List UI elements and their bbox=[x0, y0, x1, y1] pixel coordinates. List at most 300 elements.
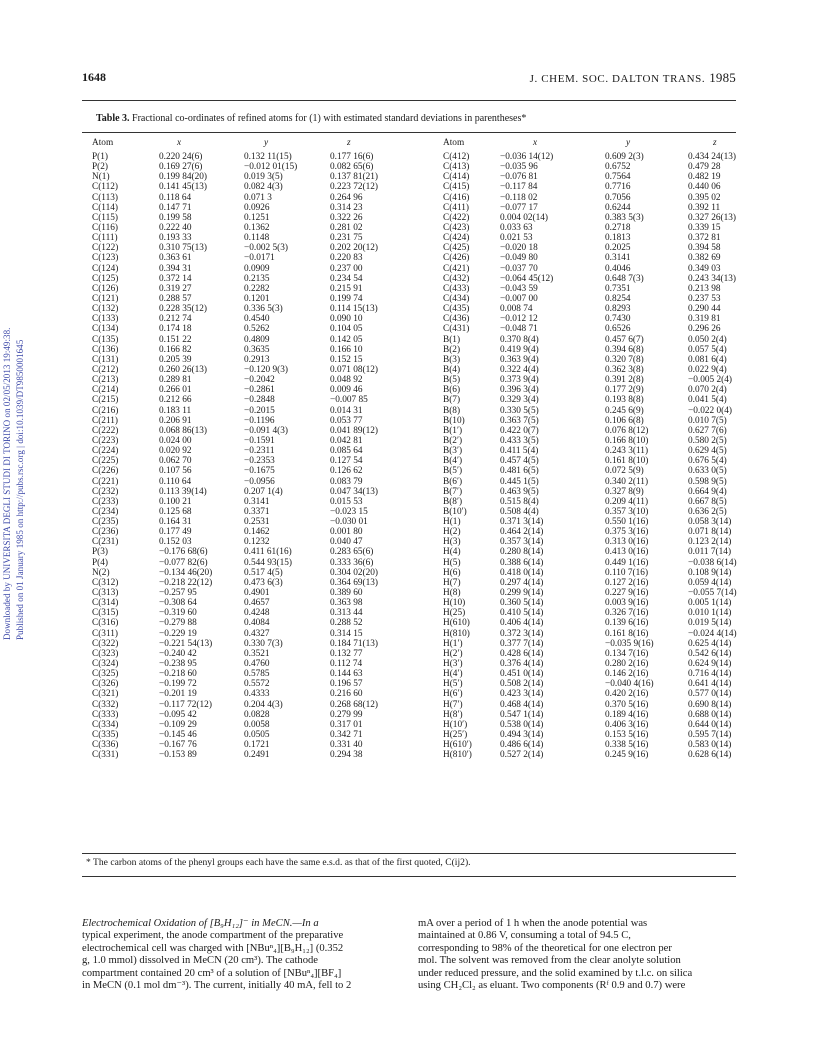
cell-z: 0.048 92 bbox=[330, 375, 363, 386]
publication-note: Published on 01 January 1985 on http://pubs.rsc.org | doi:10.1039/DT9850001645 bbox=[15, 339, 25, 640]
cell-x: 0.370 8(4) bbox=[500, 334, 539, 345]
cell-x: 0.481 6(5) bbox=[500, 466, 539, 477]
cell-z: 0.005 1(14) bbox=[688, 598, 732, 609]
cell-y: −0.2015 bbox=[244, 405, 275, 416]
cell-atom: C(112) bbox=[92, 182, 118, 193]
cell-x: 0.372 3(14) bbox=[500, 628, 544, 639]
cell-z: 0.364 69(13) bbox=[330, 577, 379, 588]
cell-atom: B(6′) bbox=[443, 476, 463, 487]
cell-x: −0.076 81 bbox=[500, 172, 538, 183]
cell-z: 0.040 47 bbox=[330, 537, 363, 548]
cell-y: 0.127 2(16) bbox=[605, 577, 649, 588]
body-text-line: Electrochemical Oxidation of [B₉H₁₂]⁻ in MeCN.—In a bbox=[82, 918, 319, 929]
cell-z: 0.690 8(14) bbox=[688, 699, 732, 710]
cell-x: −0.308 64 bbox=[159, 598, 197, 609]
cell-atom: C(423) bbox=[443, 222, 470, 233]
cell-x: 0.141 45(13) bbox=[159, 182, 208, 193]
cell-atom: C(122) bbox=[92, 243, 119, 254]
cell-x: 0.423 3(14) bbox=[500, 689, 544, 700]
cell-atom: C(113) bbox=[92, 192, 118, 203]
cell-y: 0.1462 bbox=[244, 527, 270, 538]
cell-y: 0.072 5(9) bbox=[605, 466, 644, 477]
cell-z: 0.231 75 bbox=[330, 233, 363, 244]
cell-y: 0.0828 bbox=[244, 709, 270, 720]
cell-x: 0.468 4(14) bbox=[500, 699, 544, 710]
cell-z: 0.395 02 bbox=[688, 192, 721, 203]
cell-z: 0.641 4(14) bbox=[688, 679, 732, 690]
cell-x: 0.206 91 bbox=[159, 415, 192, 426]
cell-z: 0.479 28 bbox=[688, 162, 721, 173]
cell-atom: C(124) bbox=[92, 263, 119, 274]
cell-atom: H(5′) bbox=[443, 679, 463, 690]
cell-y: 0.362 3(8) bbox=[605, 364, 644, 375]
cell-atom: B(10) bbox=[443, 415, 465, 426]
cell-z: 0.482 19 bbox=[688, 172, 721, 183]
cell-atom: C(214) bbox=[92, 385, 119, 396]
cell-atom: P(3) bbox=[92, 547, 109, 558]
cell-atom: C(312) bbox=[92, 577, 119, 588]
cell-z: 0.392 11 bbox=[688, 202, 721, 213]
cell-z: 0.009 46 bbox=[330, 385, 363, 396]
cell-x: 0.319 27 bbox=[159, 283, 192, 294]
cell-x: 0.377 7(14) bbox=[500, 638, 544, 649]
cell-y: 0.320 7(8) bbox=[605, 354, 644, 365]
column-header-z: z bbox=[347, 138, 351, 148]
cell-x: 0.419 9(4) bbox=[500, 344, 539, 355]
cell-y: −0.091 4(3) bbox=[244, 425, 288, 436]
cell-x: −0.218 60 bbox=[159, 669, 197, 680]
cell-atom: C(111) bbox=[92, 233, 118, 244]
cell-y: 0.1251 bbox=[244, 212, 270, 223]
cell-z: 0.676 5(4) bbox=[688, 456, 727, 467]
cell-x: 0.451 0(14) bbox=[500, 669, 544, 680]
cell-y: 0.227 9(16) bbox=[605, 588, 649, 599]
cell-y: 0.550 1(16) bbox=[605, 517, 649, 528]
cell-y: 0.4809 bbox=[244, 334, 270, 345]
cell-y: 0.5785 bbox=[244, 669, 270, 680]
cell-z: −0.022 0(4) bbox=[688, 405, 732, 416]
cell-y: 0.2491 bbox=[244, 750, 270, 761]
cell-x: 0.422 0(7) bbox=[500, 425, 539, 436]
cell-x: −0.043 59 bbox=[500, 283, 538, 294]
cell-x: −0.117 84 bbox=[500, 182, 538, 193]
cell-y: 0.0058 bbox=[244, 719, 270, 730]
cell-x: −0.257 95 bbox=[159, 588, 197, 599]
cell-z: 0.314 23 bbox=[330, 202, 363, 213]
body-text-line: g, 1.0 mmol) dissolved in MeCN (20 cm³). The cathode bbox=[82, 955, 319, 967]
cell-z: −0.055 7(14) bbox=[688, 588, 737, 599]
cell-atom: C(425) bbox=[443, 243, 470, 254]
cell-z: 0.057 5(4) bbox=[688, 344, 727, 355]
cell-z: 0.184 71(13) bbox=[330, 638, 379, 649]
cell-x: −0.048 71 bbox=[500, 324, 538, 335]
cell-atom: H(1′) bbox=[443, 638, 463, 649]
cell-z: 0.083 79 bbox=[330, 476, 363, 487]
cell-z: 0.137 81(21) bbox=[330, 172, 379, 183]
cell-y: 0.327 8(9) bbox=[605, 486, 644, 497]
body-text-line: under reduced pressure, and the solid examined by t.l.c. on silica bbox=[418, 967, 693, 979]
cell-x: 0.151 22 bbox=[159, 334, 192, 345]
cell-x: −0.020 18 bbox=[500, 243, 538, 254]
cell-y: 0.245 6(9) bbox=[605, 405, 644, 416]
body-text-line: mA over a period of 1 h when the anode potential was bbox=[418, 918, 648, 929]
cell-z: 0.213 98 bbox=[688, 283, 721, 294]
cell-y: 0.313 0(16) bbox=[605, 537, 649, 548]
cell-x: 0.152 03 bbox=[159, 537, 192, 548]
cell-z: −0.030 01 bbox=[330, 517, 368, 528]
cell-x: 0.310 75(13) bbox=[159, 243, 208, 254]
cell-z: 0.050 2(4) bbox=[688, 334, 727, 345]
body-text-line: mol. The solvent was removed from the clear anolyte solution bbox=[418, 955, 681, 967]
cell-z: 0.317 01 bbox=[330, 719, 363, 730]
cell-z: 0.202 20(12) bbox=[330, 243, 379, 254]
column-header-y: y bbox=[264, 138, 269, 148]
cell-y: 0.207 1(4) bbox=[244, 486, 283, 497]
cell-z: 0.166 10 bbox=[330, 344, 363, 355]
cell-x: −0.218 22(12) bbox=[159, 577, 213, 588]
cell-x: −0.118 02 bbox=[500, 192, 538, 203]
cell-z: 0.019 5(14) bbox=[688, 618, 732, 629]
cell-z: 0.290 44 bbox=[688, 304, 721, 315]
body-text-line: compartment contained 20 cm³ of a solution of [NBuⁿ₄][BF₄] bbox=[82, 967, 342, 979]
cell-y: 0.338 5(16) bbox=[605, 740, 649, 751]
cell-x: 0.508 4(4) bbox=[500, 506, 539, 517]
cell-z: 0.339 15 bbox=[688, 222, 721, 233]
cell-atom: C(311) bbox=[92, 628, 118, 639]
cell-z: 0.127 54 bbox=[330, 456, 363, 467]
cell-y: 0.1813 bbox=[605, 233, 631, 244]
cell-atom: C(126) bbox=[92, 283, 119, 294]
cell-z: 0.126 62 bbox=[330, 466, 363, 477]
cell-z: 0.644 0(14) bbox=[688, 719, 732, 730]
cell-z: 0.633 0(5) bbox=[688, 466, 727, 477]
cell-y: 0.8254 bbox=[605, 293, 631, 304]
cell-x: −0.012 12 bbox=[500, 314, 538, 325]
cell-atom: H(1) bbox=[443, 517, 461, 528]
cell-x: 0.527 2(14) bbox=[500, 750, 544, 761]
cell-atom: C(433) bbox=[443, 283, 470, 294]
cell-y: 0.4327 bbox=[244, 628, 270, 639]
cell-x: 0.183 11 bbox=[159, 405, 192, 416]
cell-atom: B(6) bbox=[443, 385, 461, 396]
cell-y: −0.040 4(16) bbox=[605, 679, 654, 690]
cell-atom: N(2) bbox=[92, 567, 110, 578]
cell-z: 0.283 65(6) bbox=[330, 547, 374, 558]
cell-y: 0.370 5(16) bbox=[605, 699, 649, 710]
cell-x: 0.357 3(14) bbox=[500, 537, 544, 548]
cell-atom: H(3) bbox=[443, 537, 461, 548]
cell-z: 0.314 15 bbox=[330, 628, 363, 639]
cell-x: 0.299 9(14) bbox=[500, 588, 544, 599]
cell-x: 0.169 27(6) bbox=[159, 162, 203, 173]
cell-x: −0.279 88 bbox=[159, 618, 197, 629]
cell-y: −0.2311 bbox=[244, 446, 275, 457]
table-footnote: * The carbon atoms of the phenyl groups each have the same e.s.d. as that of the first quoted, C(ij2). bbox=[86, 857, 471, 868]
column-header-atom: Atom bbox=[443, 138, 465, 148]
cell-y: 0.0909 bbox=[244, 263, 270, 274]
cell-z: 0.434 24(13) bbox=[688, 152, 737, 162]
cell-atom: C(411) bbox=[443, 202, 469, 213]
cell-x: 0.463 9(5) bbox=[500, 486, 539, 497]
cell-x: −0.077 82(6) bbox=[159, 557, 208, 568]
cell-x: 0.177 49 bbox=[159, 527, 192, 538]
cell-x: 0.376 4(14) bbox=[500, 659, 544, 670]
cell-x: 0.410 5(14) bbox=[500, 608, 544, 619]
cell-y: 0.609 2(3) bbox=[605, 152, 644, 162]
cell-x: −0.095 42 bbox=[159, 709, 197, 720]
cell-atom: C(422) bbox=[443, 212, 470, 223]
cell-y: 0.6526 bbox=[605, 324, 631, 335]
cell-z: 0.363 98 bbox=[330, 598, 363, 609]
cell-x: 0.020 92 bbox=[159, 446, 192, 457]
cell-z: 0.082 65(6) bbox=[330, 162, 374, 173]
cell-atom: C(315) bbox=[92, 608, 119, 619]
cell-x: 0.110 64 bbox=[159, 476, 192, 487]
cell-x: −0.153 89 bbox=[159, 750, 197, 761]
column-header-atom: Atom bbox=[92, 138, 114, 148]
cell-z: 0.372 81 bbox=[688, 233, 721, 244]
cell-y: −0.2848 bbox=[244, 395, 275, 406]
cell-z: 0.199 74 bbox=[330, 293, 363, 304]
cell-y: −0.120 9(3) bbox=[244, 364, 288, 375]
cell-atom: P(2) bbox=[92, 162, 109, 173]
cell-x: 0.396 3(4) bbox=[500, 385, 539, 396]
cell-z: 0.304 02(20) bbox=[330, 567, 379, 578]
cell-y: 0.193 8(8) bbox=[605, 395, 644, 406]
cell-z: 0.081 6(4) bbox=[688, 354, 727, 365]
cell-z: 0.011 7(14) bbox=[688, 547, 732, 558]
cell-x: 0.222 40 bbox=[159, 222, 192, 233]
cell-atom: C(132) bbox=[92, 304, 119, 315]
cell-y: 0.517 4(5) bbox=[244, 567, 283, 578]
cell-atom: H(5) bbox=[443, 557, 461, 568]
cell-atom: C(224) bbox=[92, 446, 119, 457]
cell-y: 0.413 0(16) bbox=[605, 547, 649, 558]
cell-z: 0.688 0(14) bbox=[688, 709, 732, 720]
cell-atom: B(8) bbox=[443, 405, 461, 416]
cell-y: 0.4248 bbox=[244, 608, 270, 619]
cell-y: −0.2042 bbox=[244, 375, 275, 386]
cell-atom: H(10) bbox=[443, 598, 466, 609]
cell-x: 0.418 0(14) bbox=[500, 567, 544, 578]
cell-x: 0.164 31 bbox=[159, 517, 192, 528]
cell-z: 0.342 71 bbox=[330, 730, 363, 741]
cell-y: 0.383 5(3) bbox=[605, 212, 644, 223]
cell-atom: C(236) bbox=[92, 527, 119, 538]
cell-x: 0.280 8(14) bbox=[500, 547, 544, 558]
cell-x: 0.147 71 bbox=[159, 202, 192, 213]
table-caption-label: Table 3. bbox=[96, 113, 130, 124]
cell-atom: C(226) bbox=[92, 466, 119, 477]
column-header-y: y bbox=[626, 138, 631, 148]
cell-x: 0.113 39(14) bbox=[159, 486, 207, 497]
cell-atom: B(5′) bbox=[443, 466, 463, 477]
cell-z: 0.595 7(14) bbox=[688, 730, 732, 741]
cell-atom: C(426) bbox=[443, 253, 470, 264]
cell-z: 0.215 91 bbox=[330, 283, 363, 294]
cell-y: 0.161 8(10) bbox=[605, 456, 649, 467]
cell-y: 0.7056 bbox=[605, 192, 631, 203]
body-text-line: using CH₂Cl₂ as eluant. Two components (Rᶠ 0.9 and 0.7) were bbox=[418, 980, 686, 992]
cell-y: 0.2913 bbox=[244, 354, 270, 365]
cell-y: 0.139 6(16) bbox=[605, 618, 649, 629]
cell-atom: H(610′) bbox=[443, 740, 472, 751]
cell-z: 0.542 6(14) bbox=[688, 648, 732, 659]
cell-z: 0.108 9(14) bbox=[688, 567, 732, 578]
cell-atom: C(424) bbox=[443, 233, 470, 244]
cell-y: 0.3635 bbox=[244, 344, 270, 355]
cell-x: 0.193 33 bbox=[159, 233, 192, 244]
cell-x: 0.464 2(14) bbox=[500, 527, 544, 538]
cell-atom: B(8′) bbox=[443, 496, 463, 507]
cell-y: 0.2282 bbox=[244, 283, 270, 294]
cell-x: −0.117 72(12) bbox=[159, 699, 212, 710]
cell-z: 0.010 1(14) bbox=[688, 608, 732, 619]
cell-y: 0.2718 bbox=[605, 222, 631, 233]
cell-y: 0.110 7(16) bbox=[605, 567, 649, 578]
cell-atom: H(810) bbox=[443, 628, 470, 639]
cell-x: 0.220 24(6) bbox=[159, 152, 203, 162]
cell-atom: C(335) bbox=[92, 730, 119, 741]
cell-z: 0.042 81 bbox=[330, 435, 363, 446]
cell-y: 0.1201 bbox=[244, 293, 270, 304]
cell-atom: C(333) bbox=[92, 709, 119, 720]
column-header-x: x bbox=[533, 138, 538, 148]
cell-atom: B(2) bbox=[443, 344, 461, 355]
cell-atom: C(114) bbox=[92, 202, 118, 213]
cell-atom: C(223) bbox=[92, 435, 119, 446]
cell-y: 0.394 6(8) bbox=[605, 344, 644, 355]
cell-z: 0.627 7(6) bbox=[688, 425, 727, 436]
cell-z: −0.023 15 bbox=[330, 506, 368, 517]
cell-y: 0.204 4(3) bbox=[244, 699, 283, 710]
cell-atom: C(325) bbox=[92, 669, 119, 680]
cell-y: 0.280 2(16) bbox=[605, 659, 649, 670]
cell-x: 0.547 1(14) bbox=[500, 709, 544, 720]
cell-atom: P(4) bbox=[92, 557, 109, 568]
cell-y: 0.189 4(16) bbox=[605, 709, 649, 720]
cell-atom: C(434) bbox=[443, 293, 470, 304]
cell-atom: H(2′) bbox=[443, 648, 463, 659]
cell-x: 0.494 3(14) bbox=[500, 730, 544, 741]
cell-z: 0.142 05 bbox=[330, 334, 363, 345]
cell-atom: H(4′) bbox=[443, 669, 463, 680]
cell-z: 0.382 69 bbox=[688, 253, 721, 264]
cell-atom: C(316) bbox=[92, 618, 119, 629]
cell-y: −0.2353 bbox=[244, 456, 275, 467]
cell-x: 0.394 31 bbox=[159, 263, 192, 274]
cell-z: 0.327 26(13) bbox=[688, 212, 737, 223]
cell-atom: C(323) bbox=[92, 648, 119, 659]
cell-z: 0.440 06 bbox=[688, 182, 721, 193]
table-bottom-rule bbox=[82, 853, 736, 854]
cell-x: 0.406 4(14) bbox=[500, 618, 544, 629]
cell-x: 0.322 4(4) bbox=[500, 364, 539, 375]
cell-y: 0.406 3(16) bbox=[605, 719, 649, 730]
cell-y: 0.4084 bbox=[244, 618, 270, 629]
cell-x: 0.538 0(14) bbox=[500, 719, 544, 730]
cell-z: 0.268 68(12) bbox=[330, 699, 379, 710]
cell-z: 0.598 9(5) bbox=[688, 476, 727, 487]
body-text-line: corresponding to 98% of the theoretical for one electron per bbox=[418, 942, 672, 954]
cell-x: 0.166 82 bbox=[159, 344, 192, 355]
cell-z: 0.264 96 bbox=[330, 192, 363, 203]
cell-atom: C(116) bbox=[92, 222, 118, 233]
cell-y: 0.330 7(3) bbox=[244, 638, 283, 649]
cell-x: 0.515 8(4) bbox=[500, 496, 539, 507]
cell-y: 0.326 7(16) bbox=[605, 608, 649, 619]
body-text-line: electrochemical cell was charged with [NBuⁿ₄][B₉H₁₂] (0.352 bbox=[82, 942, 344, 954]
cell-atom: B(1) bbox=[443, 334, 461, 345]
cell-z: 0.070 2(4) bbox=[688, 385, 727, 396]
cell-atom: H(4) bbox=[443, 547, 461, 558]
cell-x: 0.288 57 bbox=[159, 293, 192, 304]
cell-x: 0.125 68 bbox=[159, 506, 192, 517]
cell-x: −0.221 54(13) bbox=[159, 638, 213, 649]
cell-z: 0.294 38 bbox=[330, 750, 363, 761]
header-rule bbox=[82, 100, 736, 101]
cell-y: 0.4901 bbox=[244, 588, 270, 599]
cell-y: 0.3521 bbox=[244, 648, 270, 659]
cell-z: 0.041 89(12) bbox=[330, 425, 379, 436]
cell-atom: H(2) bbox=[443, 527, 461, 538]
cell-y: 0.177 2(9) bbox=[605, 385, 644, 396]
cell-x: 0.329 3(4) bbox=[500, 395, 539, 406]
cell-atom: C(213) bbox=[92, 375, 119, 386]
cell-z: 0.059 4(14) bbox=[688, 577, 732, 588]
cell-atom: C(415) bbox=[443, 182, 470, 193]
cell-z: 0.058 3(14) bbox=[688, 517, 732, 528]
cell-z: 0.112 74 bbox=[330, 659, 363, 670]
cell-y: 0.3141 bbox=[244, 496, 270, 507]
cell-atom: C(216) bbox=[92, 405, 119, 416]
cell-atom: C(313) bbox=[92, 588, 119, 599]
cell-y: −0.1675 bbox=[244, 466, 275, 477]
cell-x: −0.077 17 bbox=[500, 202, 538, 213]
cell-atom: C(431) bbox=[443, 324, 470, 335]
cell-y: 0.3141 bbox=[605, 253, 631, 264]
cell-z: 0.216 60 bbox=[330, 689, 363, 700]
cell-atom: C(413) bbox=[443, 162, 470, 173]
cell-x: 0.289 81 bbox=[159, 375, 192, 386]
cell-z: 0.237 53 bbox=[688, 293, 721, 304]
cell-atom: C(125) bbox=[92, 273, 119, 284]
cell-y: 0.003 9(16) bbox=[605, 598, 649, 609]
cell-x: 0.363 7(5) bbox=[500, 415, 539, 426]
cell-x: 0.508 2(14) bbox=[500, 679, 544, 690]
cell-atom: B(5) bbox=[443, 375, 461, 386]
cell-x: 0.228 35(12) bbox=[159, 304, 208, 315]
cell-atom: H(7) bbox=[443, 577, 461, 588]
cell-z: 0.001 80 bbox=[330, 527, 363, 538]
cell-atom: C(234) bbox=[92, 506, 119, 517]
cell-atom: C(435) bbox=[443, 304, 470, 315]
cell-y: 0.076 8(12) bbox=[605, 425, 649, 436]
cell-y: 0.106 6(8) bbox=[605, 415, 644, 426]
cell-y: −0.2861 bbox=[244, 385, 275, 396]
cell-atom: B(3) bbox=[443, 354, 461, 365]
cell-atom: C(215) bbox=[92, 395, 119, 406]
cell-y: 0.134 7(16) bbox=[605, 648, 649, 659]
cell-z: 0.047 34(13) bbox=[330, 486, 379, 497]
cell-atom: C(221) bbox=[92, 476, 119, 487]
cell-y: 0.6244 bbox=[605, 202, 631, 213]
cell-z: 0.583 0(14) bbox=[688, 740, 732, 751]
cell-atom: B(4) bbox=[443, 364, 461, 375]
cell-y: 0.411 61(16) bbox=[244, 547, 292, 558]
cell-atom: C(133) bbox=[92, 314, 119, 325]
cell-z: 0.243 34(13) bbox=[688, 273, 737, 284]
